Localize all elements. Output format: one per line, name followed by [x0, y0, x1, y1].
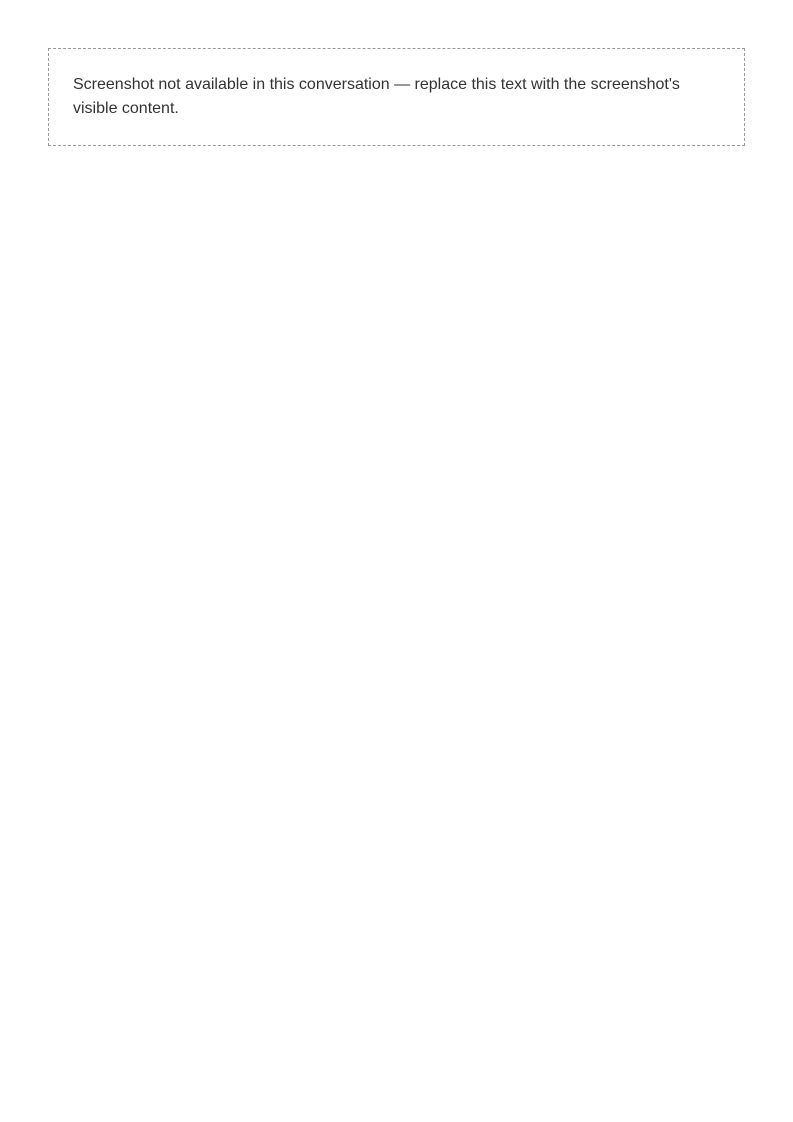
placeholder-message: Screenshot not available in this conversation — replace this text with the screenshot's visible content. — [48, 48, 745, 146]
